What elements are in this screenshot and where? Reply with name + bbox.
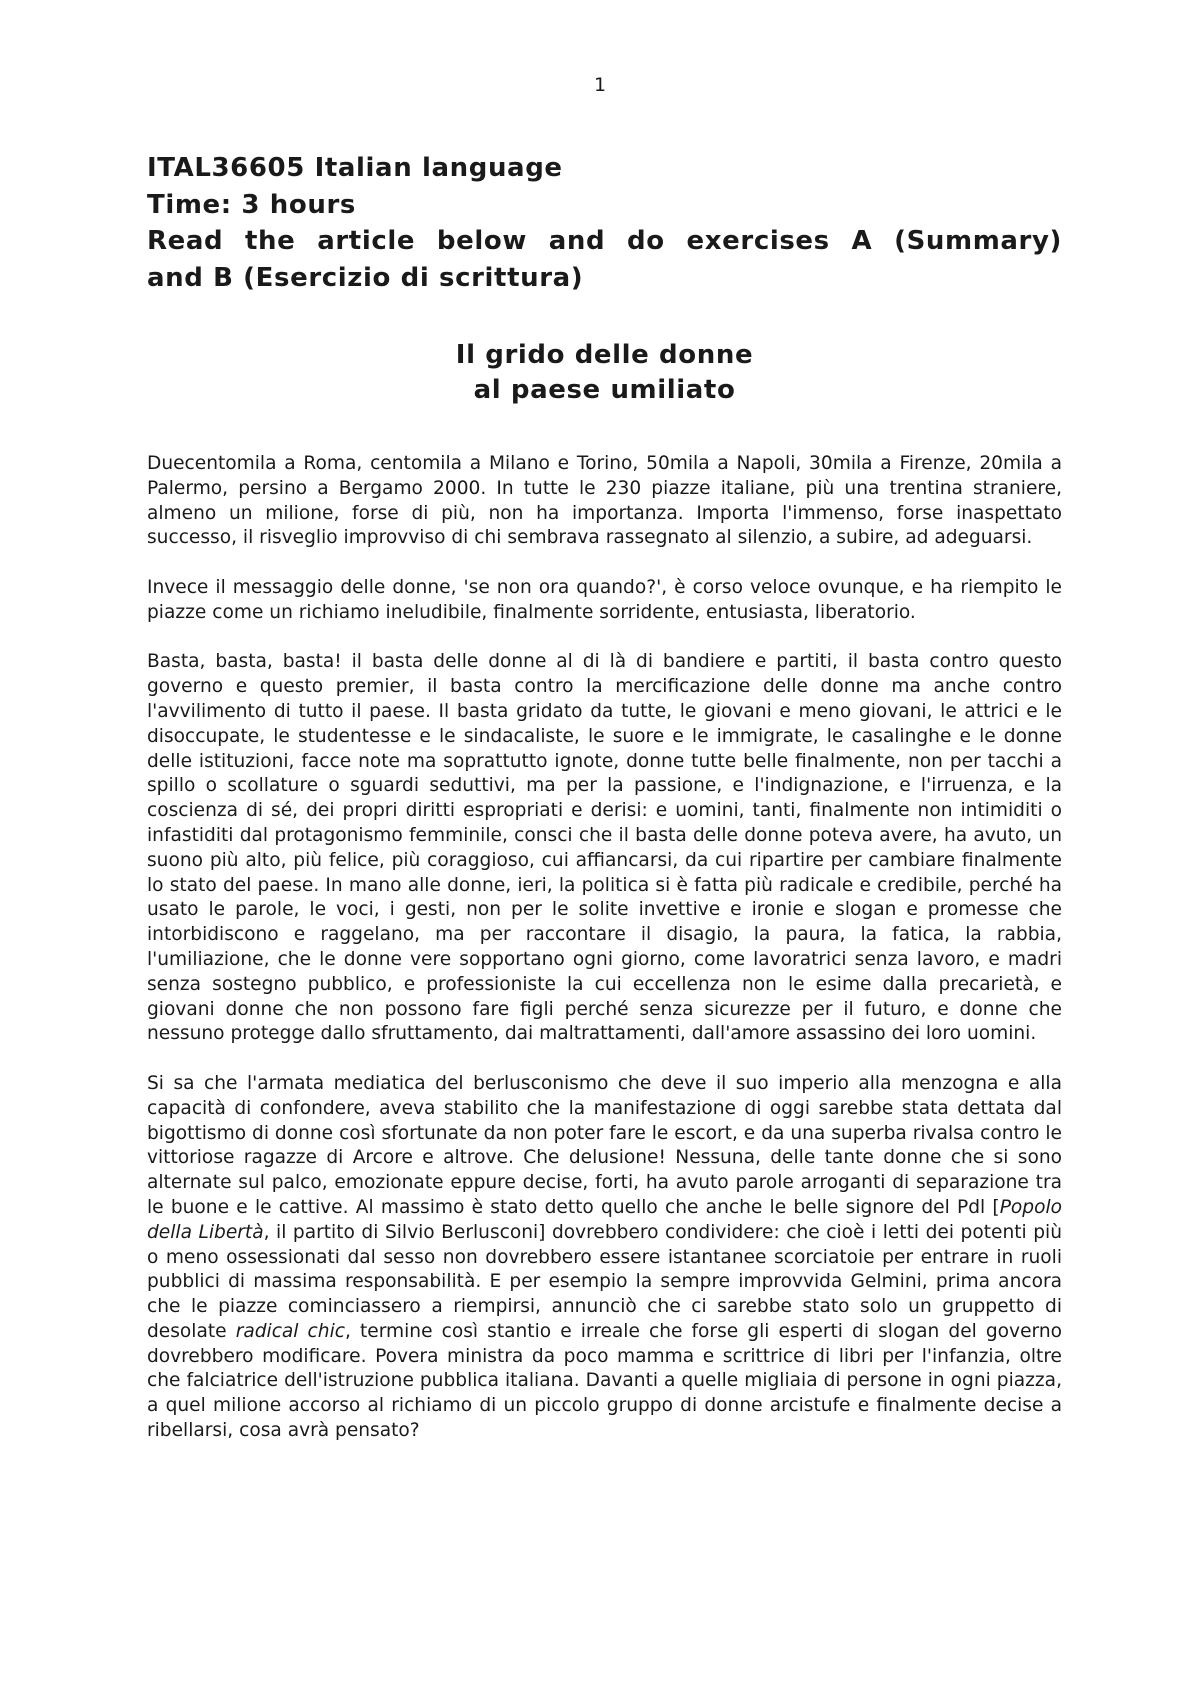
article-paragraph-3: Basta, basta, basta! il basta delle donne al di là di bandiere e partiti, il basta contro questo governo e questo premier, il basta contro la mercificazione delle donne ma anche contro l'avvilimento di tutto il paese. Il basta gridato da tutte, le giovani e meno giovani, le attrici e le disoccupate, le studentesse e le sindacaliste, le suore e le immigrate, le casalinghe e le donne delle istituzioni, facce note ma soprattutto ignote, donne tutte belle finalmente, non per tacchi a spillo o scollature o sguardi seduttivi, ma per la passione, e l'indignazione, e l'irruenza, e la coscienza di sé, dei propri diritti espropriati e derisi: e uomini, tanti, finalmente non intimiditi o infastiditi dal protagonismo femminile, consci che il basta delle donne poteva avere, ha avuto, un suono più alto, più felice, più coraggioso, cui affiancarsi, da cui ripartire per cambiare finalmente lo stato del paese. In mano alle donne, ieri, la politica si è fatta più radicale e credibile, perché ha usato le parole, le voci, i gesti, non per le solite invettive e ironie e slogan e promesse che intorbidiscono e raggelano, ma per raccontare il disagio, la paura, la fatica, la rabbia, l'umiliazione, che le donne vere sopportano ogni giorno, come lavoratrici senza lavoro, e madri senza sostegno pubblico, e professioniste la cui eccellenza non le esime dalla precarietà, e giovani donne che non possono fare figli perché senza sicurezze per il futuro, e donne che nessuno protegge dallo sfruttamento, dai maltrattamenti, dall'amore assassino dei loro uomini. <box>147 651 1062 1045</box>
page-number: 1 <box>593 74 607 96</box>
radical-chic-italic: radical chic <box>235 1320 345 1342</box>
paragraph-4-text-c: , termine così stantio e irreale che forse gli esperti di slogan del governo dovrebbero modificare. Povera ministra da poco mamma e scrittrice di libri per l'infanzia, oltre che falciatrice dell'istruzione pubblica italiana. Davanti a quelle migliaia di persone in ogni piazza, a quel milione accorso al richiamo di un piccolo gruppo di donne arcistufe e finalmente decise a ribellarsi, cosa avrà pensato? <box>147 1320 1062 1442</box>
article-title <box>147 338 1062 408</box>
paragraph-4-text-a: Si sa che l'armata mediatica del berlusconismo che deve il suo imperio alla menzogna e alla capacità di confondere, aveva stabilito che la manifestazione di oggi sarebbe stata dettata dal bigottismo di donne così sfortunate da non poter fare le escort, e da una superba rivalsa contro le vittoriose ragazze di Arcore e altrove. Che delusione! Nessuna, delle tante donne che si sono alternate sul palco, emozionate eppure decise, forti, ha avuto parole arroganti di separazione tra le buone e le cattive. Al massimo è stato detto quello che anche le belle signore del Pdl [ <box>147 1072 1062 1218</box>
article-title-line-2: al paese umiliato <box>473 375 736 405</box>
party-name-italic: Popolo della Libertà <box>147 1196 1062 1243</box>
article-title-line-1: Il grido delle donne <box>455 340 754 370</box>
instructions-line-1: Read the article below and do exercises A (Summary) <box>147 226 1062 256</box>
article-body <box>147 452 1062 1469</box>
instructions-line-2: and B (Esercizio di scrittura) <box>147 262 584 293</box>
course-title: ITAL36605 Italian language <box>147 153 563 183</box>
article-paragraph-4 <box>147 1072 1062 1444</box>
exam-time: Time: 3 hours <box>147 189 356 220</box>
article-paragraph-1: Duecentomila a Roma, centomila a Milano e Torino, 50mila a Napoli, 30mila a Firenze, 20mila a Palermo, persino a Bergamo 2000. In tutte le 230 piazze italiane, più una trentina straniere, almeno un milione, forse di più, non ha importanza. Importa l'immenso, forse inaspettato successo, il risveglio improvviso di chi sembrava rassegnato al silenzio, a subire, ad adeguarsi. <box>147 453 1062 549</box>
paragraph-4-text-b: , il partito di Silvio Berlusconi] dovrebbero condividere: che cioè i letti dei potenti più o meno ossessionati dal sesso non dovrebbero essere istantanee scorciatoie per entrare in ruoli pubblici di massima responsabilità. E per esempio la sempre improvvida Gelmini, prima ancora che le piazze cominciassero a riempirsi, annunciò che ci sarebbe stato solo un gruppetto di desolate <box>147 1221 1062 1342</box>
exam-header <box>147 150 1062 296</box>
article-paragraph-2: Invece il messaggio delle donne, 'se non ora quando?', è corso veloce ovunque, e ha riempito le piazze come un richiamo ineludibile, finalmente sorridente, entusiasta, liberatorio. <box>147 576 1062 623</box>
